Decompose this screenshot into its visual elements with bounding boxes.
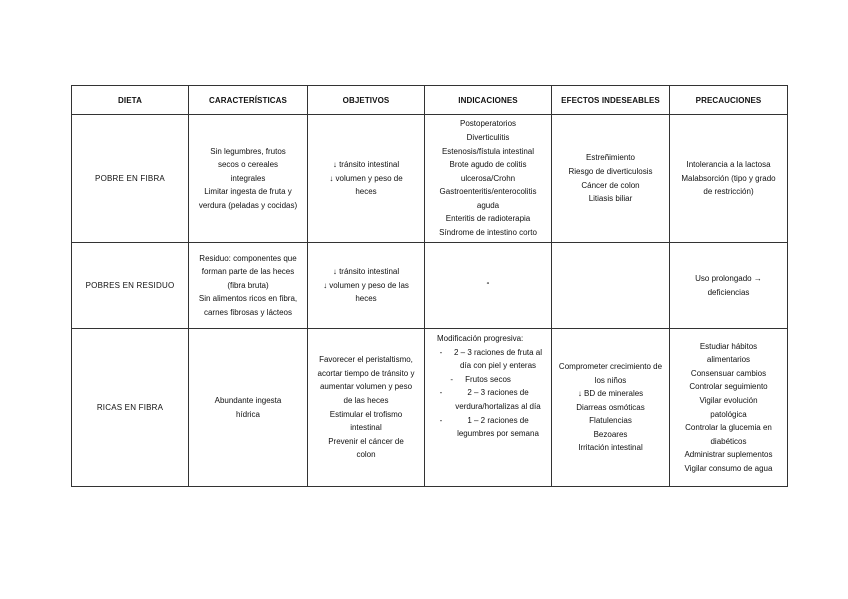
list-item [429,373,547,387]
cell-line: Estudiar hábitos alimentarios [699,341,758,365]
efectos-cell [552,115,670,243]
cell-line: Uso prolongado → deficiencias [695,273,762,297]
cell-line: ↓ tránsito intestinal [332,160,400,170]
table-row [72,329,788,487]
indicaciones-cell [425,329,552,487]
list-item-text: Frutos secos [465,374,511,384]
cell-line: ↓ volumen y peso de heces [329,173,403,197]
header-objetivos: OBJETIVOS [308,86,425,115]
cell-line: Bezoares [593,429,628,439]
diet-table [71,85,788,487]
list-item-text: 2 – 3 raciones de fruta al día con piel y enteras [453,347,543,371]
caracteristicas-cell [189,115,308,243]
bullet-dash: - [439,347,443,357]
list-item-text: 1 – 2 raciones de legumbres por semana [457,415,539,439]
cell-line: Estenosis/fístula intestinal [441,146,535,156]
cell-line: Síndrome de intestino corto [439,228,537,238]
cell-line: Prevenir el cáncer de colon [328,436,404,460]
list-item-text: 2 – 3 raciones de verdura/hortalizas al día [455,388,541,411]
cell-line: Estimular el trofismo intestinal [329,409,403,433]
list-item [429,414,547,441]
cell-line: Vigilar evolución patológica [699,395,758,419]
dieta-cell: POBRE EN FIBRA [72,115,189,243]
cell-line: Enteritis de radioterapia [445,214,531,224]
cell-line: Riesgo de diverticulosis [568,166,653,176]
header-efectos-indeseables: EFECTOS INDESEABLES [552,86,670,115]
cell-line: Cáncer de colon [581,180,640,190]
cell-line: Flatulencias [589,416,632,426]
indicaciones-cell [425,115,552,243]
bullet-dash: - [450,374,453,384]
cell-line: ↓ BD de minerales [577,389,644,399]
cell-line: Comprometer crecimiento de los niños [558,361,663,385]
objetivos-cell [308,243,425,329]
bullet-dash: - [439,415,443,425]
indicaciones-cell [425,243,552,329]
efectos-cell [552,329,670,487]
table-row [72,115,788,243]
indicaciones-list [429,346,547,441]
table-row [72,243,788,329]
cell-line: Administrar suplementos [684,450,773,460]
header-dieta: DIETA [72,86,189,115]
objetivos-cell [308,115,425,243]
ditto-mark: “ [486,280,490,290]
cell-line: Estreñimiento [586,153,635,163]
cell-line: Limitar ingesta de fruta y verdura (peladas y cocidas) [198,187,298,210]
cell-line: Controlar la glucemia en diabéticos [685,423,772,446]
header-caracteristicas: CARACTERÍSTICAS [189,86,308,115]
cell-line: Diverticulitis [466,132,510,142]
precauciones-cell [670,243,788,329]
list-item [429,386,547,413]
cell-line: Sin legumbres, frutos secos o cereales integrales [210,146,286,183]
cell-line: Intolerancia a la lactosa [686,160,771,170]
header-precauciones: PRECAUCIONES [670,86,788,115]
caracteristicas-cell [189,329,308,487]
cell-line: Gastroenteritis/enterocolitis aguda [439,187,537,210]
bullet-dash: - [439,388,443,398]
caracteristicas-cell [189,243,308,329]
dieta-cell: POBRES EN RESIDUO [72,243,189,329]
cell-line: Consensuar cambios [690,368,767,378]
header-indicaciones: INDICACIONES [425,86,552,115]
cell-line: ↓ tránsito intestinal [332,267,400,277]
cell-line: Residuo: componentes que forman parte de las heces (fibra bruta) [199,253,297,290]
dieta-cell: RICAS EN FIBRA [72,329,189,487]
objetivos-cell [308,329,425,487]
indicaciones-intro: Modificación progresiva: [437,334,524,343]
efectos-cell [552,243,670,329]
cell-line: Favorecer el peristaltismo, acortar tiempo de tránsito y aumentar volumen y peso de las heces [317,355,415,405]
list-item [429,346,547,373]
cell-line: Sin alimentos ricos en fibra, carnes fibrosas y lácteos [198,294,298,317]
cell-line: Brote agudo de colitis ulcerosa/Crohn [449,160,527,183]
cell-line: Postoperatorios [459,119,517,129]
cell-line: Litiasis biliar [588,194,633,204]
precauciones-cell [670,115,788,243]
cell-line: Diarreas osmóticas [576,402,645,412]
precauciones-cell [670,329,788,487]
cell-line: Abundante ingesta hídrica [214,395,282,419]
cell-line: Controlar seguimiento [689,382,768,392]
cell-line: Vigilar consumo de agua [684,463,773,473]
header-row [72,86,788,115]
cell-line: Irritación intestinal [578,443,643,453]
cell-line: Malabsorción (tipo y grado de restricción) [681,173,776,197]
cell-line: ↓ volumen y peso de las heces [323,280,409,304]
